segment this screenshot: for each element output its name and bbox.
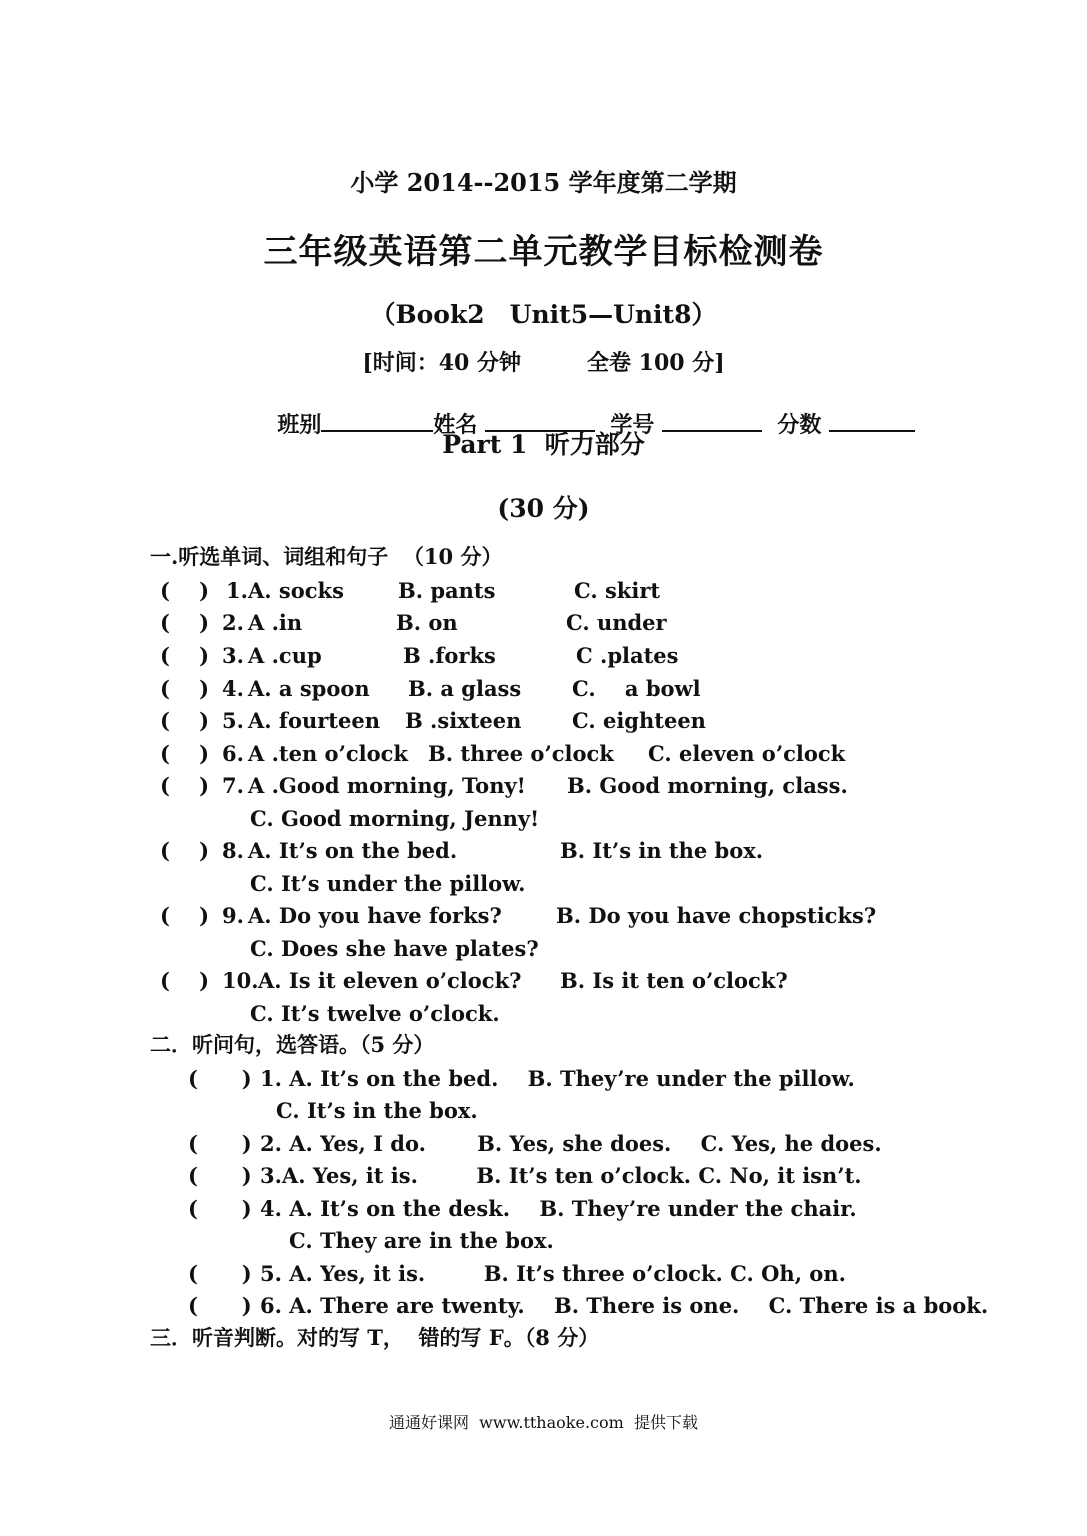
option-c: C. eighteen bbox=[572, 708, 706, 733]
answer-paren[interactable]: ( ) bbox=[188, 1163, 252, 1188]
question-number: 6. bbox=[222, 741, 244, 766]
option-b: B .forks bbox=[403, 643, 496, 668]
option-b: B. a glass bbox=[408, 676, 522, 701]
class-label: 班别 bbox=[277, 412, 322, 438]
answer-paren[interactable]: ( ) bbox=[160, 643, 210, 668]
option-a: A. fourteen bbox=[248, 708, 380, 733]
answer-paren[interactable]: ( ) bbox=[160, 708, 210, 733]
question-text: 4. A. It’s on the desk. B. They’re under the chair. bbox=[260, 1196, 857, 1221]
answer-paren[interactable]: ( ) bbox=[160, 676, 210, 701]
option-b: B. Do you have chopsticks? bbox=[556, 903, 877, 928]
option-c: C. It’s in the box. bbox=[276, 1098, 478, 1123]
number-blank[interactable] bbox=[662, 408, 762, 432]
option-c: C .plates bbox=[576, 643, 679, 668]
option-c: C. It’s under the pillow. bbox=[250, 871, 526, 896]
score-blank[interactable] bbox=[829, 408, 915, 432]
answer-paren[interactable]: ( ) bbox=[160, 968, 210, 993]
part1-title: Part 1 听力部分 bbox=[442, 430, 645, 459]
option-a: A. socks bbox=[248, 578, 344, 603]
question-text: 1. A. It’s on the bed. B. They’re under the pillow. bbox=[260, 1066, 855, 1091]
question-text: 6. A. There are twenty. B. There is one. C. There is a book. bbox=[260, 1293, 989, 1318]
name-label: 姓名 bbox=[433, 412, 478, 438]
section2-title: 二．听问句，选答语。（5 分） bbox=[150, 1032, 435, 1057]
answer-paren[interactable]: ( ) bbox=[160, 741, 210, 766]
option-a: A. Is it eleven o’clock? bbox=[258, 968, 522, 993]
answer-paren[interactable]: ( ) bbox=[188, 1293, 252, 1318]
option-a: A. It’s on the bed. bbox=[248, 838, 458, 863]
question-number: 3. bbox=[222, 643, 244, 668]
answer-paren[interactable]: ( ) bbox=[188, 1261, 252, 1286]
name-blank[interactable] bbox=[485, 408, 595, 432]
question-number: 10. bbox=[222, 968, 259, 993]
option-a: A. Do you have forks? bbox=[248, 903, 502, 928]
option-a: A .Good morning, Tony! bbox=[248, 773, 526, 798]
question-number: 4. bbox=[222, 676, 244, 701]
question-number: 7. bbox=[222, 773, 244, 798]
option-b: B. pants bbox=[398, 578, 496, 603]
option-b: B. three o’clock bbox=[428, 741, 614, 766]
option-a: A. a spoon bbox=[248, 676, 370, 701]
answer-paren[interactable]: ( ) bbox=[160, 578, 210, 603]
answer-paren[interactable]: ( ) bbox=[160, 838, 210, 863]
question-number: 8. bbox=[222, 838, 244, 863]
score-label: 分数 bbox=[777, 412, 822, 438]
class-blank[interactable] bbox=[321, 408, 433, 432]
option-c: C. Good morning, Jenny! bbox=[250, 806, 540, 831]
option-c: C. skirt bbox=[574, 578, 661, 603]
option-b: B. on bbox=[396, 610, 458, 635]
book-range: （Book2 Unit5—Unit8） bbox=[370, 300, 717, 329]
option-b: B .sixteen bbox=[405, 708, 522, 733]
question-text: 2. A. Yes, I do. B. Yes, she does. C. Yes, he does. bbox=[260, 1131, 882, 1156]
question-number: 9. bbox=[222, 903, 244, 928]
part1-score: (30 分) bbox=[497, 494, 590, 523]
option-c: C. It’s twelve o’clock. bbox=[250, 1001, 500, 1026]
question-number: 1. bbox=[226, 578, 248, 603]
answer-paren[interactable]: ( ) bbox=[188, 1196, 252, 1221]
question-text: 3.A. Yes, it is. B. It’s ten o’clock. C. No, it isn’t. bbox=[260, 1163, 862, 1188]
page-footer: 通通好课网 www.tthaoke.com 提供下载 bbox=[389, 1413, 698, 1432]
school-term-heading: 小学 2014--2015 学年度第二学期 bbox=[350, 168, 737, 197]
option-b: B. Good morning, class. bbox=[567, 773, 848, 798]
option-a: A .in bbox=[248, 610, 303, 635]
option-c: C. They are in the box. bbox=[289, 1228, 554, 1253]
section1-title: 一.听选单词、词组和句子 （10 分） bbox=[150, 544, 503, 569]
answer-paren[interactable]: ( ) bbox=[188, 1066, 252, 1091]
exam-title: 三年级英语第二单元教学目标检测卷 bbox=[263, 232, 824, 272]
option-b: B. Is it ten o’clock? bbox=[560, 968, 788, 993]
answer-paren[interactable]: ( ) bbox=[160, 773, 210, 798]
option-a: A .ten o’clock bbox=[248, 741, 408, 766]
section3-title: 三．听音判断。对的写 T， 错的写 F。（8 分） bbox=[150, 1325, 600, 1350]
answer-paren[interactable]: ( ) bbox=[160, 610, 210, 635]
question-text: 5. A. Yes, it is. B. It’s three o’clock. C. Oh, on. bbox=[260, 1261, 846, 1286]
number-label: 学号 bbox=[610, 412, 655, 438]
option-c: C. eleven o’clock bbox=[648, 741, 846, 766]
option-a: A .cup bbox=[248, 643, 322, 668]
option-c: C. a bowl bbox=[572, 676, 701, 701]
time-and-score: [时间：40 分钟 全卷 100 分] bbox=[362, 350, 725, 376]
option-b: B. It’s in the box. bbox=[560, 838, 764, 863]
option-c: C. under bbox=[566, 610, 667, 635]
answer-paren[interactable]: ( ) bbox=[188, 1131, 252, 1156]
question-number: 5. bbox=[222, 708, 244, 733]
answer-paren[interactable]: ( ) bbox=[160, 903, 210, 928]
question-number: 2. bbox=[222, 610, 244, 635]
option-c: C. Does she have plates? bbox=[250, 936, 539, 961]
